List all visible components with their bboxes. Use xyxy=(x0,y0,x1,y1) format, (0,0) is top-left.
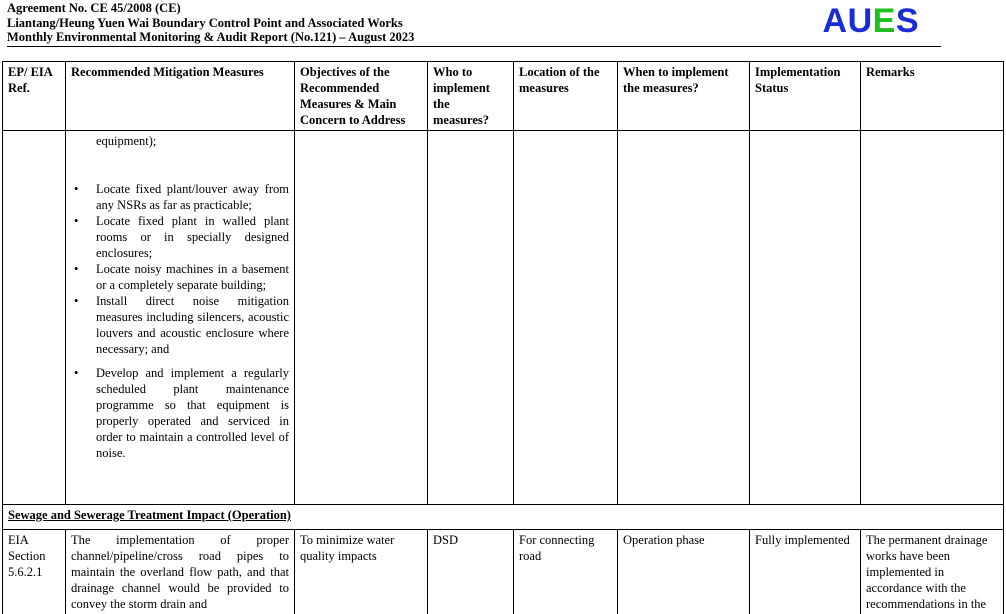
col-header-remarks: Remarks xyxy=(861,62,1004,131)
col-header-when: When to implement the measures? xyxy=(618,62,750,131)
project-title: Liantang/Heung Yuen Wai Boundary Control Point and Associated Works xyxy=(7,15,403,30)
bullet-icon: • xyxy=(74,182,79,196)
agreement-number: Agreement No. CE 45/2008 (CE) xyxy=(7,1,181,15)
report-title: Monthly Environmental Monitoring & Audit Report (No.121) – August 2023 xyxy=(7,30,415,44)
cell-ref-empty xyxy=(3,131,66,505)
col-header-status: Implementation Status xyxy=(750,62,861,131)
section-title: Sewage and Sewerage Treatment Impact (Operation) xyxy=(8,508,291,522)
col-header-objectives: Objectives of the Recommended Measures & Main Concern to Address xyxy=(295,62,428,131)
cell-location: For connecting road xyxy=(514,530,618,614)
cell-empty xyxy=(295,131,428,505)
bullet-icon: • xyxy=(74,294,79,308)
list-item: • Locate fixed plant/louver away from any NSRs as far as practicable; xyxy=(74,182,289,212)
cell-measure: The implementation of proper channel/pipeline/cross road pipes to maintain the overland flow path, and that drainage channel would be provided to convey the storm drain and xyxy=(66,530,295,614)
col-header-measures: Recommended Mitigation Measures xyxy=(66,62,295,131)
report-header xyxy=(7,1,941,47)
bullet-icon: • xyxy=(74,366,79,380)
cell-empty xyxy=(428,131,514,505)
mitigation-measures-table xyxy=(2,61,1004,614)
cell-empty xyxy=(861,131,1004,505)
table-row xyxy=(3,530,1004,614)
list-item: • Install direct noise mitigation measures including silencers, acoustic louvers and acoustic enclosure where necessary; and xyxy=(74,294,289,356)
cell-status: Fully implemented xyxy=(750,530,861,614)
cell-who: DSD xyxy=(428,530,514,614)
list-item: • Locate fixed plant in walled plant rooms or in specially designed enclosures; xyxy=(74,214,289,260)
continued-text: equipment); xyxy=(96,134,157,148)
col-header-location: Location of the measures xyxy=(514,62,618,131)
logo-letter-a: A xyxy=(822,2,848,40)
bullet-list xyxy=(71,181,289,461)
col-header-who: Who to implement the measures? xyxy=(428,62,514,131)
cell-when: Operation phase xyxy=(618,530,750,614)
cell-remarks: The permanent drainage works have been implemented in accordance with the recommendations in the xyxy=(861,530,1004,614)
section-row xyxy=(3,505,1004,530)
aues-logo xyxy=(823,3,920,39)
cell-empty xyxy=(618,131,750,505)
list-item: • Locate noisy machines in a basement or a completely separate building; xyxy=(74,262,289,292)
list-item: • Develop and implement a regularly scheduled plant maintenance programme so that equipment is properly operated and serviced in order to maintain a controlled level of noise. xyxy=(74,366,289,460)
logo-letter-u: U xyxy=(847,2,873,40)
cell-empty xyxy=(750,131,861,505)
cell-objective: To minimize water quality impacts xyxy=(295,530,428,614)
table-header-row xyxy=(3,62,1004,131)
bullet-icon: • xyxy=(74,262,79,276)
table-row xyxy=(3,131,1004,505)
section-heading xyxy=(3,505,1004,530)
cell-measures-continued xyxy=(66,131,295,505)
logo-letter-s: S xyxy=(895,2,919,40)
bullet-icon: • xyxy=(74,214,79,228)
cell-empty xyxy=(514,131,618,505)
logo-letter-e: E xyxy=(872,2,896,40)
col-header-ref: EP/ EIA Ref. xyxy=(3,62,66,131)
cell-ref: EIA Section 5.6.2.1 xyxy=(3,530,66,614)
